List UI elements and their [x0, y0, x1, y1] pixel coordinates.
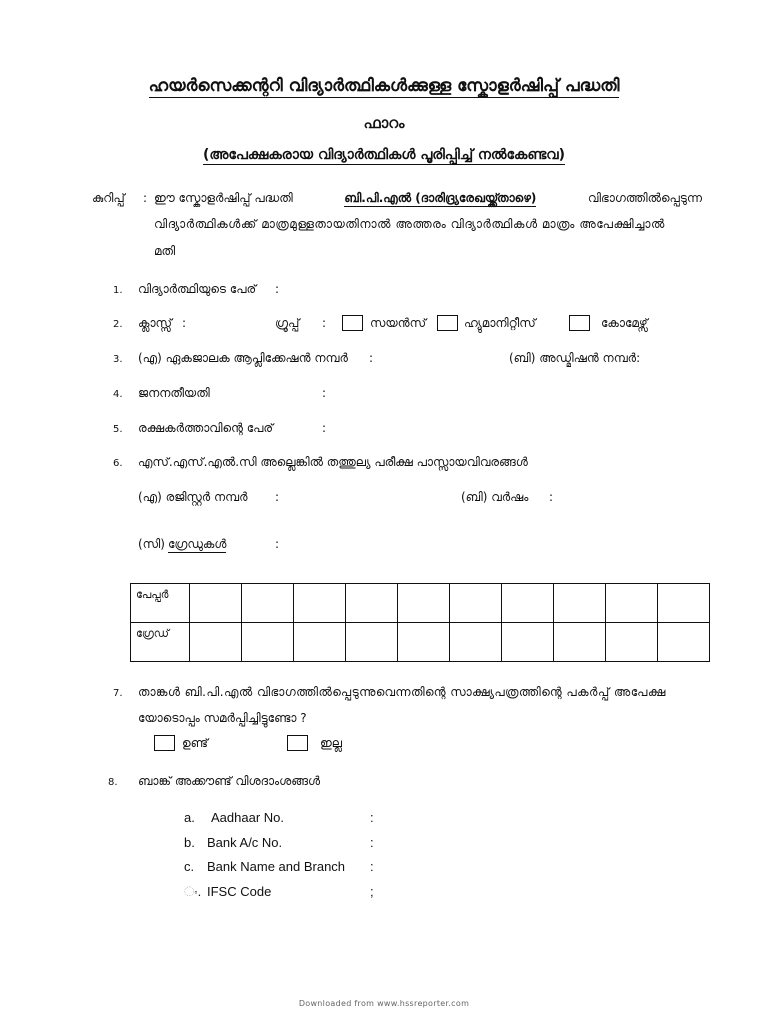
guardian-name-colon: : — [322, 421, 327, 435]
form-subtitle-text: (അപേക്ഷകരായ വിദ്യാർത്ഥികൾ പൂരിപ്പിച്ച് നൽകേണ്ടവ) — [202, 147, 566, 163]
paper-header-cell: പേപ്പർ — [131, 584, 190, 623]
paper-cell[interactable] — [398, 584, 450, 623]
grade-cell[interactable] — [190, 623, 242, 662]
item-5-number: 5. — [113, 424, 123, 435]
yes-label: ഉണ്ട് — [182, 736, 208, 750]
single-window-app-no-label: (എ) ഏകജാലക ആപ്ലിക്കേഷൻ നമ്പർ — [138, 351, 348, 365]
grade-cell[interactable] — [606, 623, 658, 662]
page-title — [0, 76, 768, 96]
grade-cell[interactable] — [346, 623, 398, 662]
ifsc-letter: ං. — [184, 884, 202, 899]
paper-cell[interactable] — [346, 584, 398, 623]
bpl-certificate-question-line1: താങ്കൾ ബി.പി.എൽ വിഭാഗത്തിൽപ്പെടുന്നുവെന്നതിന്റെ സാക്ഷ്യപത്രത്തിന്റെ പകർപ്പ് അപേക്ഷ — [138, 685, 666, 699]
paper-cell[interactable] — [554, 584, 606, 623]
item-7-number: 7. — [113, 688, 123, 699]
science-option-label: സയൻസ് — [370, 316, 427, 330]
grade-cell[interactable] — [294, 623, 346, 662]
note-bpl-highlight: ബി.പി.എൽ (ദാരിദ്ര്യരേഖയ്ക്ക്താഴെ) — [344, 191, 537, 205]
grade-cell[interactable] — [398, 623, 450, 662]
register-no-label: (എ) രജിസ്റ്റർ നമ്പർ — [138, 490, 248, 504]
download-footer: Downloaded from www.hssreporter.com — [298, 999, 470, 1008]
bank-branch-colon: : — [370, 859, 374, 874]
register-no-colon: : — [275, 490, 280, 504]
page-title-text: ഹയർസെക്കന്ററി വിദ്യാർത്ഥികൾക്കുള്ള സ്കോളർഷിപ്പ് പദ്ധതി — [148, 76, 620, 96]
paper-row — [131, 584, 710, 623]
note-line-3: മതി — [154, 244, 176, 258]
dob-label: ജനനതീയതി — [138, 386, 210, 400]
grades-prefix: (സി) — [138, 537, 165, 551]
paper-cell[interactable] — [450, 584, 502, 623]
item-2-number: 2. — [113, 319, 123, 330]
form-subtitle — [0, 147, 768, 163]
dob-colon: : — [322, 386, 327, 400]
single-window-app-no-colon: : — [369, 351, 374, 365]
bank-branch-label: Bank Name and Branch — [207, 859, 346, 874]
item-4-number: 4. — [113, 389, 123, 400]
bank-ac-label: Bank A/c No. — [207, 835, 283, 850]
student-name-colon: : — [275, 282, 280, 296]
aadhaar-letter: a. — [184, 810, 195, 825]
yes-checkbox[interactable] — [154, 735, 175, 751]
paper-cell[interactable] — [294, 584, 346, 623]
paper-cell[interactable] — [606, 584, 658, 623]
bank-ac-colon: : — [370, 835, 374, 850]
commerce-checkbox[interactable] — [569, 315, 590, 331]
bank-ac-letter: b. — [184, 835, 195, 850]
form-label: ഫാറം — [363, 114, 405, 132]
item-3-number: 3. — [113, 354, 123, 365]
humanities-option-label: ഹ്യുമാനിറ്റീസ് — [464, 316, 536, 330]
class-label: ക്ലാസ്സ് — [138, 316, 172, 330]
science-checkbox[interactable] — [342, 315, 363, 331]
note-label: കുറിപ്പ് — [92, 191, 125, 205]
year-label: (ബി) വർഷം — [461, 490, 529, 504]
note-line1-pre: ഈ സ്കോളർഷിപ്പ് പദ്ധതി — [154, 191, 293, 205]
grade-table — [130, 583, 710, 662]
no-checkbox[interactable] — [287, 735, 308, 751]
bank-details-label: ബാങ്ക് അക്കൗണ്ട് വിശദാംശങ്ങൾ — [138, 774, 321, 788]
grades-colon: : — [275, 537, 280, 551]
paper-cell[interactable] — [242, 584, 294, 623]
grade-cell[interactable] — [502, 623, 554, 662]
note-colon: : — [143, 191, 148, 205]
grade-cell[interactable] — [554, 623, 606, 662]
ifsc-label: IFSC Code — [207, 884, 272, 899]
year-colon: : — [549, 490, 554, 504]
note-line-1 — [154, 191, 702, 207]
paper-cell[interactable] — [190, 584, 242, 623]
grade-cell[interactable] — [242, 623, 294, 662]
note-line-2: വിദ്യാർത്ഥികൾക്ക് മാത്രമുള്ളതായതിനാൽ അത്തരം വിദ്യാർത്ഥികൾ മാത്രം അപേക്ഷിച്ചാൽ — [154, 217, 665, 231]
humanities-checkbox[interactable] — [437, 315, 458, 331]
grade-header-cell: ഗ്രേഡ് — [131, 623, 190, 662]
admission-no-label: (ബി) അഡ്മിഷൻ നമ്പർ: — [509, 351, 641, 365]
student-name-label: വിദ്യാർത്ഥിയുടെ പേര് — [138, 282, 257, 296]
commerce-option-label: കോമേഴ്സ് — [601, 316, 648, 330]
group-label: ഗ്രൂപ്പ് — [275, 316, 300, 330]
aadhaar-label: Aadhaar No. — [211, 810, 284, 825]
sslc-details-label: എസ്.എസ്.എൽ.സി അല്ലെങ്കിൽ തത്തുല്യ പരീക്ഷ പാസ്സായവിവരങ്ങൾ — [138, 455, 528, 469]
group-colon: : — [322, 316, 327, 330]
grade-cell[interactable] — [450, 623, 502, 662]
no-label: ഇല്ല — [320, 736, 343, 750]
paper-cell[interactable] — [502, 584, 554, 623]
grade-row — [131, 623, 710, 662]
class-colon: : — [182, 316, 187, 330]
grades-label: ഗ്രേഡുകൾ — [168, 537, 227, 551]
item-8-number: 8. — [108, 777, 118, 788]
note-line1-post: വിഭാഗത്തിൽപ്പെടുന്ന — [587, 191, 702, 205]
paper-cell[interactable] — [658, 584, 710, 623]
ifsc-colon: ; — [370, 884, 374, 899]
item-1-number: 1. — [113, 285, 123, 296]
guardian-name-label: രക്ഷകർത്താവിന്റെ പേര് — [138, 421, 274, 435]
grade-cell[interactable] — [658, 623, 710, 662]
bank-branch-letter: c. — [184, 859, 195, 874]
aadhaar-colon: : — [370, 810, 374, 825]
bpl-certificate-question-line2: യോടൊപ്പം സമർപ്പിച്ചിട്ടുണ്ടോ ? — [138, 711, 307, 725]
item-6-number: 6. — [113, 458, 123, 469]
